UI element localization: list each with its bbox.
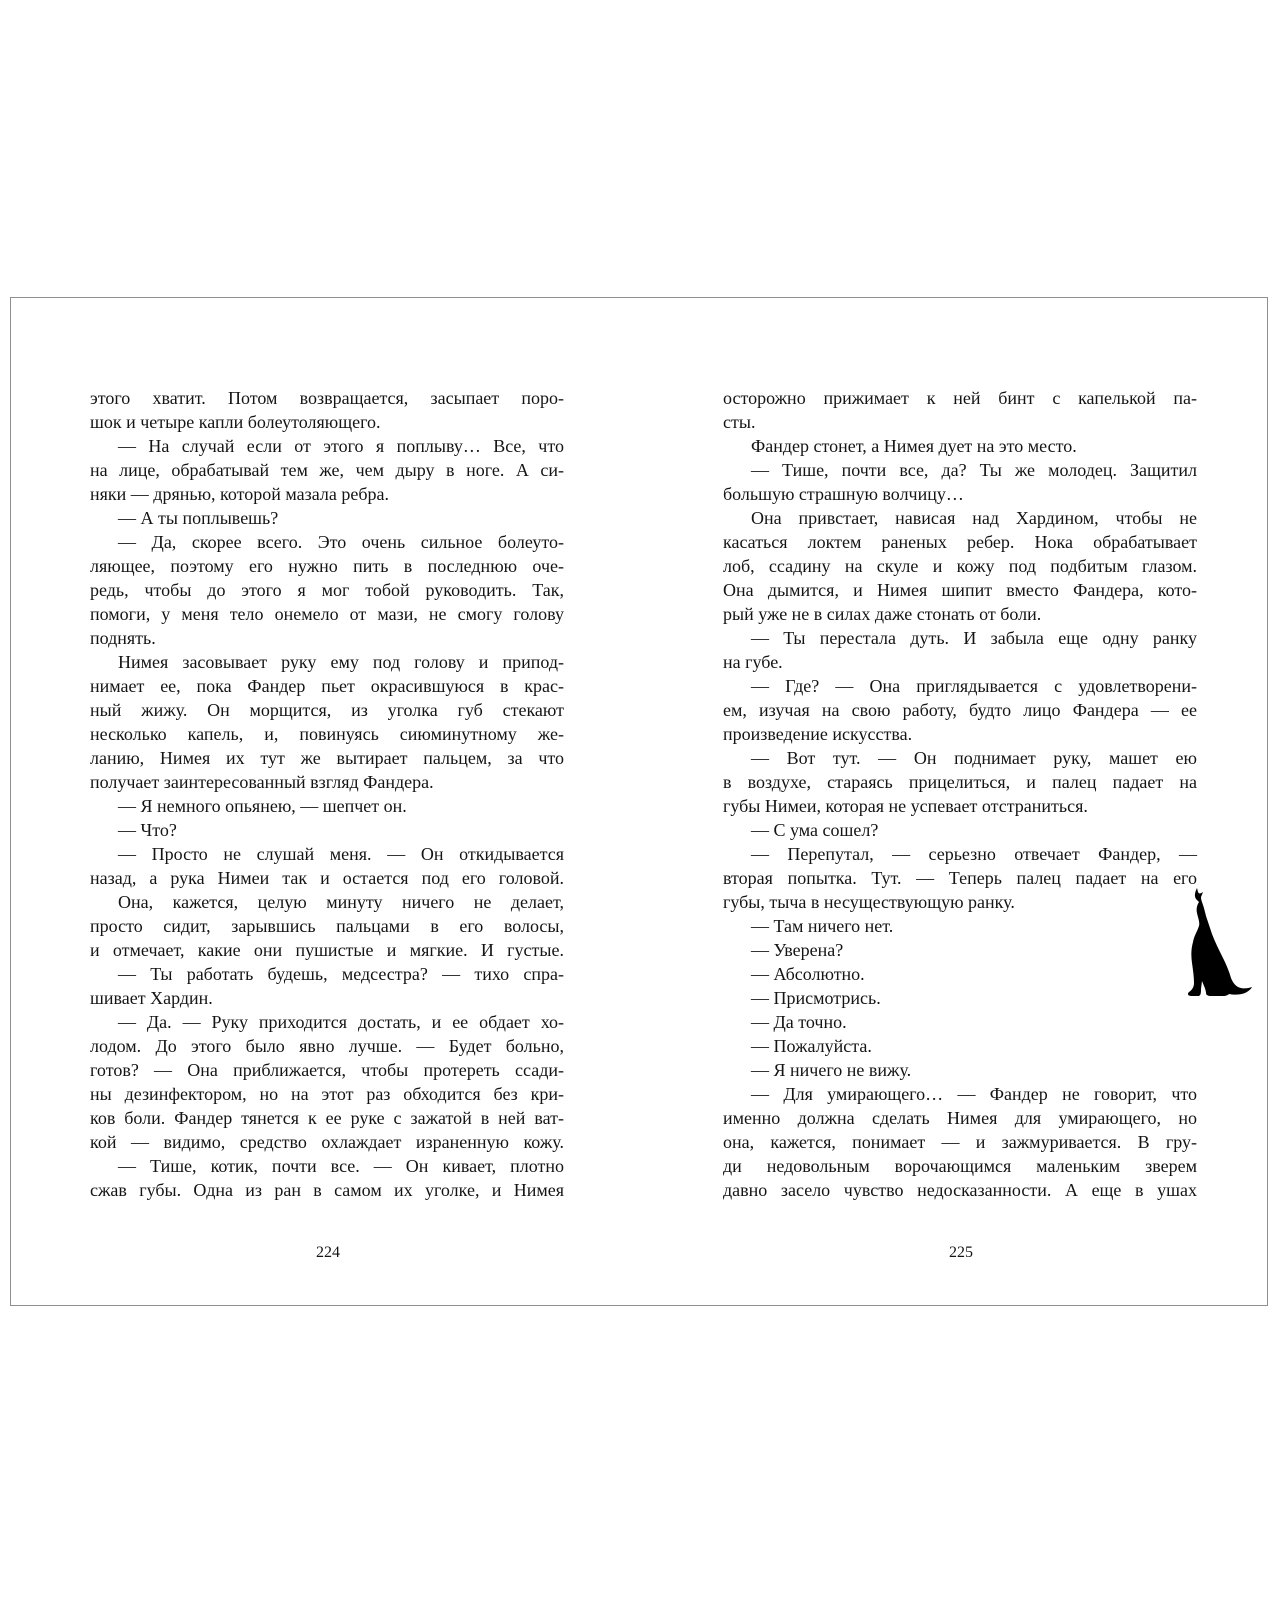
text-line: она, кажется, понимает — и зажмуривается. В гру- (723, 1132, 1197, 1152)
text-line: — Ты перестала дуть. И забыла еще одну ранку (751, 628, 1197, 648)
text-line: — Тише, почти все, да? Ты же молодец. Защитил (751, 460, 1197, 480)
text-line: ный жижу. Он морщится, из уголка губ стекают (90, 700, 564, 720)
text-line: Она, кажется, целую минуту ничего не делает, (118, 892, 564, 912)
text-line: — С ума сошел? (751, 820, 879, 840)
text-line: Нимея засовывает руку ему под голову и припод- (118, 652, 564, 672)
text-line: — Что? (118, 820, 177, 840)
text-line: ди недовольным ворочающимся маленьким зверем (723, 1156, 1197, 1176)
text-line: ланию, Нимея их тут же вытирает пальцем, за что (90, 748, 564, 768)
text-line: вторая попытка. Тут. — Теперь палец падает на его (723, 868, 1197, 888)
text-line: — Абсолютно. (751, 964, 865, 984)
text-line: Она дымится, и Нимея шипит вместо Фандера, кото- (723, 580, 1197, 600)
text-line: поднять. (90, 628, 156, 648)
text-line: — Уверена? (751, 940, 844, 960)
right-page-number: 225 (949, 1244, 973, 1261)
text-line: — Вот тут. — Он поднимает руку, машет ею (751, 748, 1197, 768)
text-line: лоб, ссадину на скуле и кожу под подбитым глазом. (723, 556, 1197, 576)
text-line: — Я немного опьянею, — шепчет он. (118, 796, 407, 816)
text-line: редь, чтобы до этого я мог тобой руководить. Так, (90, 580, 564, 600)
text-line: — Да точно. (751, 1012, 847, 1032)
book-spread (10, 297, 1268, 1306)
text-line: помоги, у меня тело онемело от мази, не смогу голову (90, 604, 564, 624)
text-line: большую страшную волчицу… (723, 484, 964, 504)
text-line: ков боли. Фандер тянется к ее руке с зажатой в ней ват- (90, 1108, 564, 1128)
text-line: — Пожалуйста. (751, 1036, 872, 1056)
text-line: Она привстает, нависая над Хардином, чтобы не (751, 508, 1197, 528)
text-line: Фандер стонет, а Нимея дует на это место. (751, 436, 1077, 456)
text-line: — Там ничего нет. (751, 916, 894, 936)
text-line: — Просто не слушай меня. — Он откидывается (118, 844, 564, 864)
text-line: на губе. (723, 652, 783, 672)
text-line: шивает Хардин. (90, 988, 213, 1008)
text-line: — Для умирающего… — Фандер не говорит, что (751, 1084, 1197, 1104)
text-line: кой — видимо, средство охлаждает израненную кожу. (90, 1132, 564, 1152)
text-line: сжав губы. Одна из ран в самом их уголке, и Нимея (90, 1180, 564, 1200)
left-page-text (90, 386, 564, 1202)
text-line: ны дезинфектором, но на этот раз обходится без кри- (90, 1084, 564, 1104)
text-line: рый уже не в силах даже стонать от боли. (723, 604, 1042, 624)
text-line: — Перепутал, — серьезно отвечает Фандер, — (751, 844, 1197, 864)
right-page-text (723, 386, 1197, 1202)
text-line: — Да, скорее всего. Это очень сильное болеуто- (118, 532, 564, 552)
text-line: — Я ничего не вижу. (751, 1060, 912, 1080)
text-line: — Где? — Она приглядывается с удовлетворени- (751, 676, 1197, 696)
text-line: лодом. До этого было явно лучше. — Будет больно, (90, 1036, 564, 1056)
text-line: несколько капель, и, повинуясь сиюминутному же- (90, 724, 564, 744)
text-line: просто сидит, зарывшись пальцами в его волосы, (90, 916, 564, 936)
text-line: — Ты работать будешь, медсестра? — тихо спра- (118, 964, 564, 984)
text-line: этого хватит. Потом возвращается, засыпает поро- (90, 388, 564, 408)
text-line: получает заинтересованный взгляд Фандера. (90, 772, 434, 792)
text-line: именно должна сделать Нимея для умирающего, но (723, 1108, 1197, 1128)
text-line: на лице, обрабатывай тем же, чем дыру в ноге. А си- (90, 460, 564, 480)
text-line: сты. (723, 412, 756, 432)
text-line: и отмечает, какие они пушистые и мягкие. И густые. (90, 940, 564, 960)
text-line: — А ты поплывешь? (118, 508, 279, 528)
text-line: давно засело чувство недосказанности. А еще в ушах (723, 1180, 1197, 1200)
text-line: касаться локтем раненых ребер. Нока обрабатывает (723, 532, 1197, 552)
howling-wolf-icon (1179, 886, 1253, 1004)
text-line: произведение искусства. (723, 724, 913, 744)
text-line: назад, а рука Нимеи так и остается под его головой. (90, 868, 564, 888)
text-line: няки — дрянью, которой мазала ребра. (90, 484, 389, 504)
text-line: губы Нимеи, которая не успевает отстраниться. (723, 796, 1088, 816)
text-line: — На случай если от этого я поплыву… Все, что (118, 436, 564, 456)
text-line: шок и четыре капли болеутоляющего. (90, 412, 381, 432)
text-line: осторожно прижимает к ней бинт с капелькой па- (723, 388, 1197, 408)
left-page-number: 224 (316, 1244, 340, 1261)
text-line: нимает ее, пока Фандер пьет окрасившуюся в крас- (90, 676, 564, 696)
text-line: — Да. — Руку приходится достать, и ее обдает хо- (118, 1012, 564, 1032)
text-line: ляющее, поэтому его нужно пить в последнюю оче- (90, 556, 564, 576)
text-line: в воздухе, стараясь прицелиться, и палец падает на (723, 772, 1197, 792)
text-line: — Тише, котик, почти все. — Он кивает, плотно (118, 1156, 564, 1176)
text-line: — Присмотрись. (751, 988, 881, 1008)
text-line: готов? — Она приближается, чтобы протереть ссади- (90, 1060, 564, 1080)
text-line: ем, изучая на свою работу, будто лицо Фандера — ее (723, 700, 1197, 720)
text-line: губы, тыча в несуществующую ранку. (723, 892, 1015, 912)
